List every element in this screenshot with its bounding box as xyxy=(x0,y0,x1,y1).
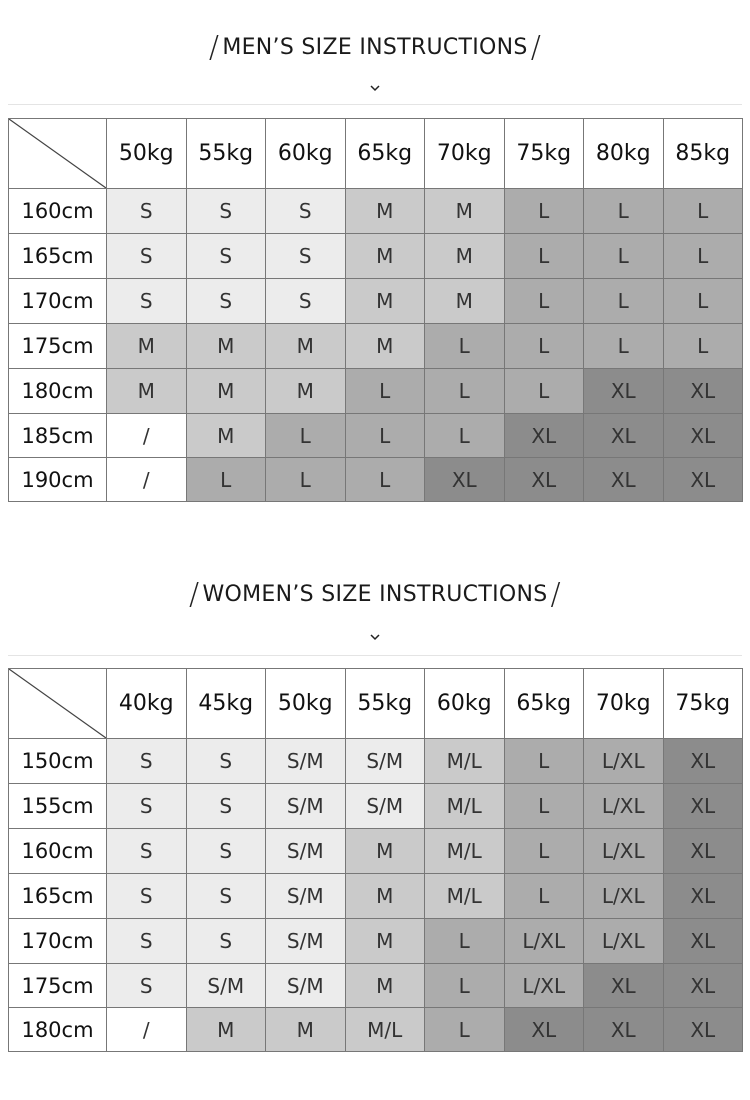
size-cell: M xyxy=(345,189,425,234)
size-cell: S xyxy=(107,189,187,234)
size-cell: S xyxy=(107,784,187,829)
size-cell: L/XL xyxy=(504,919,584,964)
size-cell: L xyxy=(504,234,584,279)
height-label: 150cm xyxy=(9,739,107,784)
size-cell: L xyxy=(504,829,584,874)
size-cell: S xyxy=(186,234,266,279)
size-cell: L xyxy=(663,279,743,324)
corner-cell xyxy=(9,119,107,189)
size-cell: L xyxy=(266,458,346,502)
mens-size-chart xyxy=(8,118,743,502)
weight-header: 60kg xyxy=(425,669,505,739)
size-cell: L xyxy=(345,414,425,458)
mens-section-title: / MEN’S SIZE INSTRUCTIONS / xyxy=(208,30,542,65)
size-cell: L xyxy=(425,919,505,964)
size-cell: L/XL xyxy=(584,784,664,829)
size-cell: S xyxy=(266,234,346,279)
size-cell: S/M xyxy=(345,784,425,829)
height-label: 170cm xyxy=(9,919,107,964)
size-cell: M/L xyxy=(425,874,505,919)
weight-header: 45kg xyxy=(186,669,266,739)
size-cell: L xyxy=(345,369,425,414)
size-cell: L xyxy=(584,234,664,279)
size-cell: S/M xyxy=(266,784,346,829)
womens-size-chart xyxy=(8,668,743,1052)
size-cell: S/M xyxy=(266,964,346,1008)
size-cell: S xyxy=(186,784,266,829)
chevron-down-icon xyxy=(365,80,385,95)
height-label: 180cm xyxy=(9,369,107,414)
size-cell: / xyxy=(107,414,187,458)
weight-header: 55kg xyxy=(345,669,425,739)
size-cell: XL xyxy=(584,1008,664,1052)
size-cell: L xyxy=(504,279,584,324)
weight-header: 40kg xyxy=(107,669,187,739)
size-cell: M xyxy=(345,324,425,369)
size-cell: L xyxy=(425,324,505,369)
size-cell: XL xyxy=(663,784,743,829)
size-cell: M xyxy=(345,829,425,874)
height-label: 180cm xyxy=(9,1008,107,1052)
size-cell: S xyxy=(107,919,187,964)
table-row xyxy=(9,189,743,234)
size-cell: M xyxy=(266,369,346,414)
weight-header: 50kg xyxy=(107,119,187,189)
size-cell: M xyxy=(345,279,425,324)
size-cell: L xyxy=(504,324,584,369)
size-cell: L xyxy=(266,414,346,458)
size-cell: XL xyxy=(663,919,743,964)
size-cell: S/M xyxy=(345,739,425,784)
table-row xyxy=(9,874,743,919)
height-label: 175cm xyxy=(9,964,107,1008)
weight-header: 70kg xyxy=(584,669,664,739)
weight-header: 65kg xyxy=(345,119,425,189)
size-cell: XL xyxy=(584,964,664,1008)
size-cell: L xyxy=(584,279,664,324)
size-cell: L xyxy=(504,874,584,919)
size-cell: L xyxy=(425,414,505,458)
size-cell: S xyxy=(107,739,187,784)
size-cell: S xyxy=(107,279,187,324)
size-cell: M/L xyxy=(425,739,505,784)
size-cell: XL xyxy=(663,964,743,1008)
size-cell: XL xyxy=(504,414,584,458)
size-cell: L xyxy=(504,739,584,784)
weight-header: 75kg xyxy=(663,669,743,739)
size-cell: M/L xyxy=(345,1008,425,1052)
divider xyxy=(8,655,742,656)
size-cell: XL xyxy=(663,369,743,414)
size-cell: M/L xyxy=(425,784,505,829)
weight-header: 80kg xyxy=(584,119,664,189)
size-cell: L/XL xyxy=(584,739,664,784)
chevron-down-icon xyxy=(365,629,385,644)
size-cell: S xyxy=(107,234,187,279)
size-cell: L xyxy=(186,458,266,502)
size-cell: M xyxy=(186,369,266,414)
size-cell: S xyxy=(107,874,187,919)
weight-header: 60kg xyxy=(266,119,346,189)
table-row xyxy=(9,829,743,874)
size-cell: M xyxy=(186,1008,266,1052)
size-cell: S/M xyxy=(266,919,346,964)
size-cell: L xyxy=(663,234,743,279)
size-cell: M xyxy=(425,234,505,279)
table-row xyxy=(9,414,743,458)
size-cell: L xyxy=(584,189,664,234)
size-cell: M xyxy=(107,369,187,414)
size-cell: M xyxy=(425,189,505,234)
size-cell: L xyxy=(663,189,743,234)
size-cell: XL xyxy=(663,874,743,919)
weight-header: 65kg xyxy=(504,669,584,739)
height-label: 190cm xyxy=(9,458,107,502)
size-cell: L/XL xyxy=(584,829,664,874)
weight-header: 85kg xyxy=(663,119,743,189)
table-row xyxy=(9,1008,743,1052)
table-row xyxy=(9,369,743,414)
table-row xyxy=(9,919,743,964)
size-cell: XL xyxy=(504,458,584,502)
size-cell: XL xyxy=(425,458,505,502)
height-label: 185cm xyxy=(9,414,107,458)
table-row xyxy=(9,324,743,369)
weight-header: 55kg xyxy=(186,119,266,189)
table-row xyxy=(9,234,743,279)
size-cell: S xyxy=(186,919,266,964)
height-label: 165cm xyxy=(9,874,107,919)
size-cell: S xyxy=(266,279,346,324)
size-cell: S/M xyxy=(186,964,266,1008)
size-cell: L xyxy=(663,324,743,369)
size-cell: L xyxy=(425,964,505,1008)
weight-header: 75kg xyxy=(504,119,584,189)
size-cell: XL xyxy=(663,1008,743,1052)
weight-header-row xyxy=(9,119,743,189)
height-label: 160cm xyxy=(9,829,107,874)
weight-header-row xyxy=(9,669,743,739)
size-cell: M/L xyxy=(425,829,505,874)
size-cell: M xyxy=(425,279,505,324)
size-cell: L xyxy=(425,1008,505,1052)
size-cell: S xyxy=(107,964,187,1008)
size-cell: M xyxy=(186,414,266,458)
size-cell: L xyxy=(584,324,664,369)
height-label: 170cm xyxy=(9,279,107,324)
size-cell: XL xyxy=(663,458,743,502)
height-label: 165cm xyxy=(9,234,107,279)
size-cell: XL xyxy=(504,1008,584,1052)
size-cell: XL xyxy=(663,829,743,874)
size-cell: S xyxy=(266,189,346,234)
table-row xyxy=(9,784,743,829)
size-cell: XL xyxy=(584,369,664,414)
size-cell: S/M xyxy=(266,829,346,874)
size-cell: M xyxy=(345,919,425,964)
table-row xyxy=(9,458,743,502)
size-cell: L xyxy=(345,458,425,502)
corner-cell xyxy=(9,669,107,739)
size-cell: S xyxy=(186,829,266,874)
size-cell: S xyxy=(186,279,266,324)
height-label: 160cm xyxy=(9,189,107,234)
size-cell: M xyxy=(345,964,425,1008)
size-cell: M xyxy=(107,324,187,369)
size-cell: S xyxy=(107,829,187,874)
table-row xyxy=(9,279,743,324)
size-cell: L xyxy=(425,369,505,414)
size-cell: M xyxy=(345,874,425,919)
table-row xyxy=(9,964,743,1008)
size-cell: S xyxy=(186,739,266,784)
size-cell: XL xyxy=(584,414,664,458)
size-cell: L xyxy=(504,189,584,234)
size-cell: M xyxy=(266,1008,346,1052)
size-cell: S xyxy=(186,189,266,234)
size-cell: M xyxy=(186,324,266,369)
size-cell: XL xyxy=(584,458,664,502)
size-cell: / xyxy=(107,1008,187,1052)
table-row xyxy=(9,739,743,784)
size-cell: M xyxy=(345,234,425,279)
size-cell: L xyxy=(504,369,584,414)
size-cell: L/XL xyxy=(504,964,584,1008)
height-label: 155cm xyxy=(9,784,107,829)
size-cell: S/M xyxy=(266,739,346,784)
size-cell: / xyxy=(107,458,187,502)
womens-section-title: / WOMEN’S SIZE INSTRUCTIONS / xyxy=(189,577,561,612)
weight-header: 50kg xyxy=(266,669,346,739)
size-cell: L/XL xyxy=(584,919,664,964)
divider xyxy=(8,104,742,105)
height-label: 175cm xyxy=(9,324,107,369)
size-cell: L/XL xyxy=(584,874,664,919)
size-cell: XL xyxy=(663,739,743,784)
size-cell: L xyxy=(504,784,584,829)
size-cell: S/M xyxy=(266,874,346,919)
size-cell: S xyxy=(186,874,266,919)
size-cell: XL xyxy=(663,414,743,458)
size-cell: M xyxy=(266,324,346,369)
weight-header: 70kg xyxy=(425,119,505,189)
